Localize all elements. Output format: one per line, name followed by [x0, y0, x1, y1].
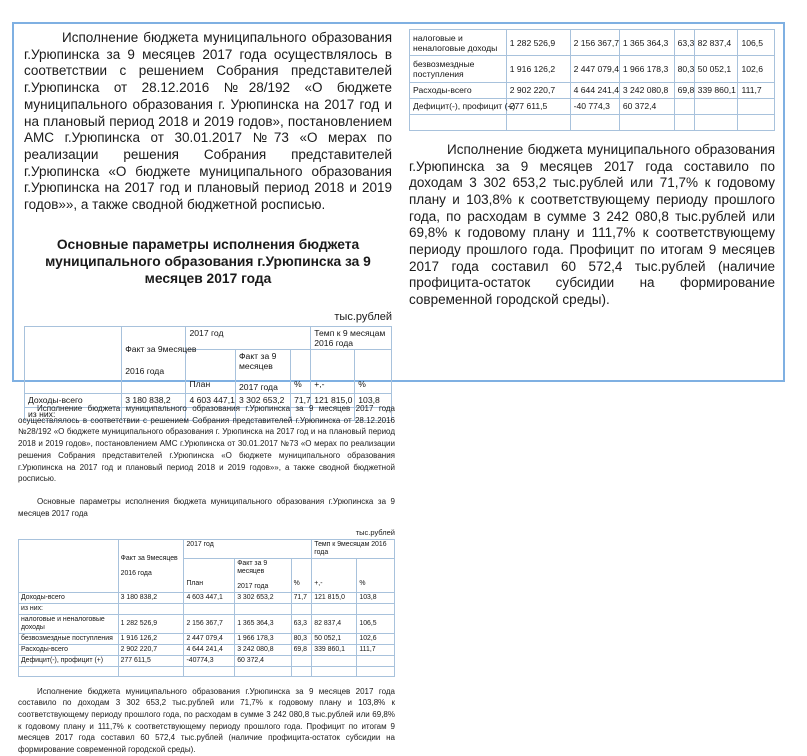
table-cell-empty — [312, 666, 357, 676]
table-cell-empty — [694, 114, 738, 130]
table-cell-empty — [235, 666, 291, 676]
col-header-plan: План — [186, 350, 236, 394]
table-cell-empty — [118, 666, 184, 676]
cell-delta: 50 052,1 — [312, 633, 357, 644]
cell-label: Дефицит(-), профицит (+) — [19, 655, 119, 666]
col-header-pct-plan: % — [291, 559, 312, 593]
cell-plan: -40 774,3 — [570, 98, 619, 114]
cell-delta: 82 837,4 — [312, 614, 357, 633]
col-header-fact-2016 — [122, 326, 197, 394]
table-cell-empty — [291, 603, 312, 614]
table-cell-empty — [674, 98, 694, 114]
result-paragraph: Исполнение бюджета муниципального образования г.Урюпинска за 9 месяцев 2017 года составило по доходам 3 302 653,2 тыс.рублей или 71,7% к годовому плану и 103,8% к соответствующему периоду прошлого года, по расходам в сумме 3 242 080,8 тыс.рублей или 69,8% к годовому плану и 111,7% к соответствующему периоду прошлого года. Профицит по итогам 9 месяцев 2017 года составил 60 572,4 тыс.рублей (наличие профицита-остаток субсидии на формирование современной городской среды). — [409, 141, 775, 308]
cell-fact2016: 1 282 526,9 — [506, 30, 570, 56]
table-row-empty — [410, 114, 775, 130]
cell-label: налоговые и неналоговые доходы — [19, 614, 119, 633]
col-header-line: 2016 года — [125, 365, 165, 376]
cell-fact2017: 60 372,4 — [619, 98, 674, 114]
cell-fact2016: 277 611,5 — [118, 655, 184, 666]
cell-fact2017: 1 365 364,3 — [619, 30, 674, 56]
budget-table-top-part2 — [409, 29, 775, 131]
table-cell-empty — [184, 603, 235, 614]
cell-tempo: 106,5 — [357, 614, 395, 633]
table-cell-empty — [674, 114, 694, 130]
cell-fact2017: 1 365 364,3 — [235, 614, 291, 633]
cell-pct: 80,3 — [674, 56, 694, 82]
table-cell-empty — [312, 655, 357, 666]
table-cell-empty — [184, 666, 235, 676]
cell-plan: 2 447 079,4 — [570, 56, 619, 82]
cell-tempo: 102,6 — [357, 633, 395, 644]
cell-label: Доходы-всего — [19, 593, 119, 604]
table-row-of-them — [19, 603, 395, 614]
cell-pct: 69,8 — [674, 82, 694, 98]
budget-table-small — [18, 539, 395, 676]
cell-fact2017: 60 372,4 — [235, 655, 291, 666]
cell-fact2017: 1 966 178,3 — [235, 633, 291, 644]
col-header-fact-2016 — [118, 540, 184, 593]
col-header-plan: План — [184, 559, 235, 593]
cell-fact2016: 2 902 220,7 — [506, 82, 570, 98]
cell-fact2017: 3 242 080,8 — [619, 82, 674, 98]
cell-pct: 63,3 — [291, 614, 312, 633]
cell-pct: 63,3 — [674, 30, 694, 56]
cell-label: из них: — [19, 603, 119, 614]
col-header-line: Факт за 9 месяцев — [237, 560, 268, 576]
col-header-fact-2017 — [236, 350, 291, 394]
cell-delta: 82 837,4 — [694, 30, 738, 56]
col-header-2017: 2017 год — [184, 540, 312, 559]
cell-fact2016: 1 916 126,2 — [506, 56, 570, 82]
table-cell-empty — [357, 666, 395, 676]
table-cell-empty — [19, 540, 119, 593]
cell-delta: 50 052,1 — [694, 56, 738, 82]
cell-label: Расходы-всего — [410, 82, 507, 98]
cell-tempo: 111,7 — [738, 82, 775, 98]
table-title-small: Основные параметры исполнения бюджета муниципального образования г.Урюпинска за 9 месяцев 2017 года — [18, 496, 395, 518]
intro-paragraph: Исполнение бюджета муниципального образования г.Урюпинска за 9 месяцев 2017 года осуществлялось в соответствии с решением Собрания представителей г.Урюпинска от 28.12.2016 №28/192 «О бюджете муниципального образования г. Урюпинска на 2017 год и на плановый период 2018 и 2019 годов», постановлением АМС г.Урюпинска от 30.01.2017 №73 «О мерах по реализации решения Собрания представителей г.Урюпинска «О бюджете муниципального образования г.Урюпинска на 2017 год и плановый период 2018 и 2019 годов»», а также сводной бюджетной росписью. — [24, 30, 392, 213]
table-title: Основные параметры исполнения бюджета муниципального образования г.Урюпинска за 9 месяцев 2017 года — [45, 236, 371, 286]
col-header-fact-2017 — [235, 559, 291, 593]
cell-plan: 2 447 079,4 — [184, 633, 235, 644]
col-header-pct-year: % — [357, 559, 395, 593]
cell-plan: -40774,3 — [184, 655, 235, 666]
col-header-line: Факт за 9месяцев — [120, 554, 178, 562]
col-header-2017: 2017 год — [186, 326, 311, 349]
cell-fact2016: 3 180 838,2 — [118, 593, 184, 604]
cell-fact2017: 3 302 653,2 — [235, 593, 291, 604]
cell-plan: 4 603 447,1 — [184, 593, 235, 604]
cell-pct: 69,8 — [291, 644, 312, 655]
cell-fact2017: 3 242 080,8 — [235, 644, 291, 655]
col-header-delta: +,- — [312, 559, 357, 593]
col-header-tempo: Темп к 9 месяцам 2016 года — [311, 326, 392, 349]
cell-label: Доходы-всего — [25, 394, 122, 407]
cell-fact2017: 3 302 653,2 — [236, 394, 291, 407]
cell-delta: 121 815,0 — [311, 394, 355, 407]
cell-plan: 2 156 367,7 — [184, 614, 235, 633]
cell-tempo: 111,7 — [357, 644, 395, 655]
col-header-delta: +,- — [311, 350, 355, 394]
cell-tempo: 103,8 — [357, 593, 395, 604]
cell-label: налоговые и неналоговые доходы — [410, 30, 507, 56]
cell-label: безвозмездные поступления — [19, 633, 119, 644]
cell-plan: 4 603 447,1 — [186, 394, 236, 407]
cell-plan: 4 644 241,4 — [570, 82, 619, 98]
cell-fact2017: 1 966 178,3 — [619, 56, 674, 82]
table-row-tax — [19, 614, 395, 633]
cell-pct: 71,7 — [291, 394, 311, 407]
page-column-left — [14, 24, 402, 419]
table-header-row — [19, 540, 395, 559]
table-cell-empty — [694, 98, 738, 114]
table-cell-empty — [357, 603, 395, 614]
cell-plan: 2 156 367,7 — [570, 30, 619, 56]
cell-pct: 80,3 — [291, 633, 312, 644]
table-cell-empty — [19, 666, 119, 676]
table-row-expenses — [410, 82, 775, 98]
cell-delta: 339 860,1 — [312, 644, 357, 655]
table-cell-empty — [506, 114, 570, 130]
result-paragraph-small: Исполнение бюджета муниципального образования г.Урюпинска за 9 месяцев 2017 года составило по доходам 3 302 653,2 тыс.рублей или 71,7% к годовому плану и 103,8% к соответствующему периоду прошлого года, по расходам в сумме 3 242 080,8 тыс.рублей или 69,8% к годовому плану и 111,7% к соответствующему периоду прошлого года. Профицит по итогам 9 месяцев 2017 года составил 60 572,4 тыс.рублей (наличие профицита-остаток субсидии на формирование современной городской среды). — [18, 686, 395, 755]
document-preview-small — [18, 403, 395, 756]
table-row-expenses — [19, 644, 395, 655]
table-cell-empty — [118, 603, 184, 614]
cell-label: Расходы-всего — [19, 644, 119, 655]
cell-fact2016: 2 902 220,7 — [118, 644, 184, 655]
table-cell-empty — [312, 603, 357, 614]
document-page-frame — [12, 22, 785, 419]
table-cell-empty — [410, 114, 507, 130]
table-row-tax — [410, 30, 775, 56]
cell-plan: 4 644 241,4 — [184, 644, 235, 655]
unit-label-small: тыс.рублей — [355, 528, 395, 538]
unit-label: тыс.рублей — [334, 310, 392, 323]
page-column-right — [402, 24, 783, 380]
col-header-line: 2016 года — [120, 569, 152, 577]
table-cell-empty — [738, 98, 775, 114]
col-header-line: 2017 года — [237, 583, 269, 591]
table-row-deficit — [410, 98, 775, 114]
col-header-line: Факт за 9месяцев — [125, 344, 197, 355]
cell-delta: 121 815,0 — [312, 593, 357, 604]
cell-tempo: 102,6 — [738, 56, 775, 82]
cell-fact2016: 3 180 838,2 — [122, 394, 186, 407]
col-header-tempo: Темп к 9месяцам 2016 года — [312, 540, 395, 559]
table-row-gratuitous — [410, 56, 775, 82]
col-header-line: Факт за 9 месяцев — [239, 351, 277, 372]
table-row-gratuitous — [19, 633, 395, 644]
table-cell-empty — [235, 603, 291, 614]
cell-label: из них: — [25, 407, 122, 420]
cell-delta: 339 860,1 — [694, 82, 738, 98]
cell-label: Дефицит(-), профицит (+) — [410, 98, 507, 114]
table-cell-empty — [619, 114, 674, 130]
cell-tempo: 106,5 — [738, 30, 775, 56]
table-cell-empty — [357, 655, 395, 666]
cell-tempo: 103,8 — [355, 394, 392, 407]
cell-fact2016: 1 282 526,9 — [118, 614, 184, 633]
col-header-pct-year: % — [355, 350, 392, 394]
cell-fact2016: 277 611,5 — [506, 98, 570, 114]
table-cell-empty — [291, 666, 312, 676]
table-row-deficit — [19, 655, 395, 666]
table-cell-empty — [291, 655, 312, 666]
table-cell-empty — [570, 114, 619, 130]
table-row-empty — [19, 666, 395, 676]
table-cell-empty — [25, 326, 122, 394]
cell-label: безвозмездные поступления — [410, 56, 507, 82]
table-header-row — [25, 326, 392, 349]
col-header-line: 2017 года — [239, 382, 278, 393]
cell-pct: 71,7 — [291, 593, 312, 604]
intro-paragraph-small: Исполнение бюджета муниципального образования г.Урюпинска за 9 месяцев 2017 года осуществлялось в соответствии с решением Собрания представителей г.Урюпинска от 28.12.2016 №28/192 «О бюджете муниципального образования г. Урюпинска на 2017 год и на плановый период 2018 и 2019 годов», постановлением АМС г.Урюпинска от 30.01.2017 №73 «О мерах по реализации решения Собрания представителей г.Урюпинска «О бюджете муниципального образования г.Урюпинска на 2017 год и плановый период 2018 и 2019 годов»», а также сводной бюджетной росписью. — [18, 404, 395, 484]
cell-fact2016: 1 916 126,2 — [118, 633, 184, 644]
table-row-incomes — [19, 593, 395, 604]
table-cell-empty — [738, 114, 775, 130]
col-header-pct-plan: % — [291, 350, 311, 394]
